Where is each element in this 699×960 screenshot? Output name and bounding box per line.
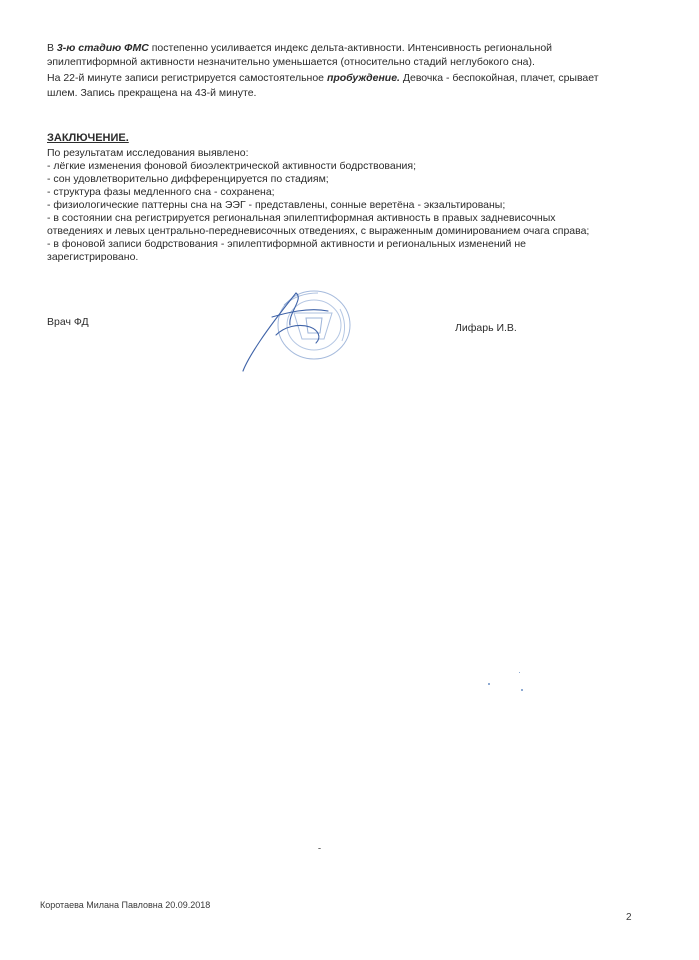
scan-speck [488, 683, 490, 685]
paragraph-stage3-line2: эпилептиформной активности незначительно уменьшается (относительно стадий неглубокого сна). [47, 56, 535, 68]
conclusion-line: - в фоновой записи бодрствования - эпилептиформной активности и региональных изменений не [47, 238, 526, 250]
paragraph-awakening-line1 [47, 72, 599, 85]
emphasis-stage3: 3-ю стадию ФМС [56, 42, 149, 54]
footer-patient-info: Коротаева Милана Павловна 20.09.2018 [40, 900, 211, 910]
conclusion-line: - лёгкие изменения фоновой биоэлектрической активности бодрствования; [47, 160, 416, 172]
doctor-stamp-seal [232, 283, 362, 378]
scan-speck [521, 689, 523, 691]
paragraph-awakening-line2: шлем. Запись прекращена на 43-й минуте. [47, 87, 257, 99]
paragraph-stage3-line1 [47, 42, 552, 55]
doctor-name: Лифарь И.В. [455, 322, 517, 334]
scan-speck [318, 848, 321, 849]
text-segment: В [47, 42, 57, 54]
scan-speck [519, 672, 520, 673]
emphasis-awakening: пробуждение. [326, 72, 400, 84]
conclusion-line: - сон удовлетворительно дифференцируется по стадиям; [47, 173, 329, 185]
text-segment: На 22-й минуте записи регистрируется самостоятельное [47, 72, 327, 84]
conclusion-line: По результатам исследования выявлено: [47, 147, 249, 159]
text-segment: постепенно усиливается индекс дельта-активности. Интенсивность региональной [148, 42, 553, 54]
page-number: 2 [626, 912, 632, 923]
text-segment: Девочка - беспокойная, плачет, срывает [399, 72, 599, 84]
conclusion-line: - физиологические паттерны сна на ЭЭГ - представлены, сонные веретёна - экзальтированы; [47, 199, 506, 211]
conclusion-list [47, 147, 589, 264]
conclusion-line: - структура фазы медленного сна - сохранена; [47, 186, 275, 198]
doctor-role: Врач ФД [47, 316, 89, 328]
conclusion-line: отведениях и левых центрально-передневисочных отведениях, с выраженным доминированием очага справа; [47, 225, 590, 237]
conclusion-line: зарегистрировано. [47, 251, 139, 263]
conclusion-line: - в состоянии сна регистрируется региональная эпилептиформная активность в правых задневисочных [47, 212, 556, 224]
conclusion-heading: ЗАКЛЮЧЕНИЕ. [47, 132, 129, 144]
